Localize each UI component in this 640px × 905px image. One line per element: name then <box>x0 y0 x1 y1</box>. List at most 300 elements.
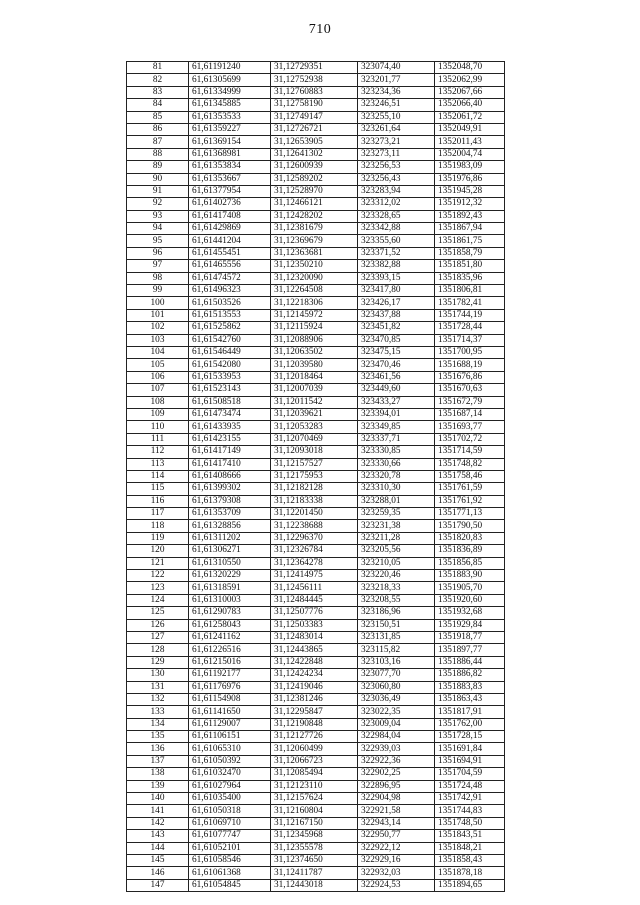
y-coordinate-cell: 1351688,19 <box>435 359 505 371</box>
point-number-cell: 133 <box>127 706 189 718</box>
x-coordinate-cell: 323103,16 <box>358 656 435 668</box>
latitude-cell: 61,61533953 <box>189 371 271 383</box>
x-coordinate-cell: 323261,64 <box>358 123 435 135</box>
latitude-cell: 61,61496323 <box>189 285 271 297</box>
latitude-cell: 61,61465556 <box>189 260 271 272</box>
y-coordinate-cell: 1352049,91 <box>435 123 505 135</box>
y-coordinate-cell: 1351886,82 <box>435 669 505 681</box>
latitude-cell: 61,61154908 <box>189 693 271 705</box>
point-number-cell: 83 <box>127 86 189 98</box>
x-coordinate-cell: 322922,36 <box>358 755 435 767</box>
x-coordinate-cell: 323234,36 <box>358 86 435 98</box>
table-row <box>127 223 505 235</box>
x-coordinate-cell: 323211,28 <box>358 532 435 544</box>
table-row <box>127 582 505 594</box>
longitude-cell: 31,12157527 <box>271 458 358 470</box>
table-row <box>127 458 505 470</box>
table-row <box>127 185 505 197</box>
point-number-cell: 128 <box>127 644 189 656</box>
table-row <box>127 396 505 408</box>
longitude-cell: 31,12428202 <box>271 210 358 222</box>
latitude-cell: 61,61310550 <box>189 557 271 569</box>
latitude-cell: 61,61258043 <box>189 619 271 631</box>
longitude-cell: 31,12238688 <box>271 520 358 532</box>
point-number-cell: 110 <box>127 421 189 433</box>
x-coordinate-cell: 322896,95 <box>358 780 435 792</box>
longitude-cell: 31,12414975 <box>271 570 358 582</box>
longitude-cell: 31,12443018 <box>271 879 358 891</box>
table-row <box>127 570 505 582</box>
point-number-cell: 118 <box>127 520 189 532</box>
longitude-cell: 31,12295847 <box>271 706 358 718</box>
longitude-cell: 31,12411787 <box>271 867 358 879</box>
table-row <box>127 768 505 780</box>
longitude-cell: 31,12726721 <box>271 123 358 135</box>
latitude-cell: 61,61320229 <box>189 570 271 582</box>
coordinates-table-body <box>127 62 505 892</box>
point-number-cell: 115 <box>127 483 189 495</box>
longitude-cell: 31,12589202 <box>271 173 358 185</box>
latitude-cell: 61,61052101 <box>189 842 271 854</box>
latitude-cell: 61,61077747 <box>189 830 271 842</box>
y-coordinate-cell: 1351724,48 <box>435 780 505 792</box>
longitude-cell: 31,12381679 <box>271 223 358 235</box>
longitude-cell: 31,12424234 <box>271 669 358 681</box>
table-row <box>127 247 505 259</box>
table-row <box>127 470 505 482</box>
latitude-cell: 61,61035400 <box>189 793 271 805</box>
longitude-cell: 31,12507776 <box>271 607 358 619</box>
x-coordinate-cell: 323426,17 <box>358 297 435 309</box>
longitude-cell: 31,12363681 <box>271 247 358 259</box>
longitude-cell: 31,12201450 <box>271 508 358 520</box>
y-coordinate-cell: 1351704,59 <box>435 768 505 780</box>
point-number-cell: 122 <box>127 570 189 582</box>
longitude-cell: 31,12167150 <box>271 817 358 829</box>
y-coordinate-cell: 1352048,70 <box>435 62 505 74</box>
longitude-cell: 31,12466121 <box>271 198 358 210</box>
latitude-cell: 61,61429869 <box>189 223 271 235</box>
longitude-cell: 31,12093018 <box>271 446 358 458</box>
x-coordinate-cell: 323417,80 <box>358 285 435 297</box>
longitude-cell: 31,12326784 <box>271 545 358 557</box>
x-coordinate-cell: 323131,85 <box>358 631 435 643</box>
x-coordinate-cell: 323246,51 <box>358 99 435 111</box>
longitude-cell: 31,12484445 <box>271 594 358 606</box>
longitude-cell: 31,12115924 <box>271 322 358 334</box>
x-coordinate-cell: 323074,40 <box>358 62 435 74</box>
table-row <box>127 408 505 420</box>
x-coordinate-cell: 322902,25 <box>358 768 435 780</box>
latitude-cell: 61,61353667 <box>189 173 271 185</box>
point-number-cell: 102 <box>127 322 189 334</box>
x-coordinate-cell: 323060,80 <box>358 681 435 693</box>
longitude-cell: 31,12183338 <box>271 495 358 507</box>
point-number-cell: 93 <box>127 210 189 222</box>
point-number-cell: 135 <box>127 731 189 743</box>
table-row <box>127 594 505 606</box>
point-number-cell: 108 <box>127 396 189 408</box>
y-coordinate-cell: 1351771,13 <box>435 508 505 520</box>
table-row <box>127 793 505 805</box>
x-coordinate-cell: 323437,88 <box>358 309 435 321</box>
x-coordinate-cell: 323009,04 <box>358 718 435 730</box>
latitude-cell: 61,61334999 <box>189 86 271 98</box>
longitude-cell: 31,12053283 <box>271 421 358 433</box>
latitude-cell: 61,61192177 <box>189 669 271 681</box>
point-number-cell: 131 <box>127 681 189 693</box>
longitude-cell: 31,12182128 <box>271 483 358 495</box>
y-coordinate-cell: 1351676,86 <box>435 371 505 383</box>
point-number-cell: 89 <box>127 161 189 173</box>
y-coordinate-cell: 1351929,84 <box>435 619 505 631</box>
longitude-cell: 31,12066723 <box>271 755 358 767</box>
y-coordinate-cell: 1352061,72 <box>435 111 505 123</box>
table-row <box>127 235 505 247</box>
point-number-cell: 90 <box>127 173 189 185</box>
point-number-cell: 140 <box>127 793 189 805</box>
point-number-cell: 99 <box>127 285 189 297</box>
point-number-cell: 134 <box>127 718 189 730</box>
table-row <box>127 830 505 842</box>
latitude-cell: 61,61359227 <box>189 123 271 135</box>
point-number-cell: 117 <box>127 508 189 520</box>
table-row <box>127 619 505 631</box>
table-row <box>127 557 505 569</box>
latitude-cell: 61,61345885 <box>189 99 271 111</box>
table-row <box>127 74 505 86</box>
table-row <box>127 111 505 123</box>
point-number-cell: 141 <box>127 805 189 817</box>
longitude-cell: 31,12758190 <box>271 99 358 111</box>
point-number-cell: 136 <box>127 743 189 755</box>
x-coordinate-cell: 323255,10 <box>358 111 435 123</box>
table-row <box>127 644 505 656</box>
y-coordinate-cell: 1351790,50 <box>435 520 505 532</box>
y-coordinate-cell: 1351856,85 <box>435 557 505 569</box>
y-coordinate-cell: 1351918,77 <box>435 631 505 643</box>
y-coordinate-cell: 1352062,99 <box>435 74 505 86</box>
latitude-cell: 61,61032470 <box>189 768 271 780</box>
table-row <box>127 62 505 74</box>
y-coordinate-cell: 1351762,00 <box>435 718 505 730</box>
table-row <box>127 532 505 544</box>
latitude-cell: 61,61241162 <box>189 631 271 643</box>
longitude-cell: 31,12011542 <box>271 396 358 408</box>
y-coordinate-cell: 1351848,21 <box>435 842 505 854</box>
x-coordinate-cell: 322929,16 <box>358 855 435 867</box>
y-coordinate-cell: 1351851,80 <box>435 260 505 272</box>
point-number-cell: 95 <box>127 235 189 247</box>
longitude-cell: 31,12039580 <box>271 359 358 371</box>
latitude-cell: 61,61027964 <box>189 780 271 792</box>
x-coordinate-cell: 322932,03 <box>358 867 435 879</box>
longitude-cell: 31,12381246 <box>271 693 358 705</box>
point-number-cell: 146 <box>127 867 189 879</box>
table-row <box>127 879 505 891</box>
y-coordinate-cell: 1351714,37 <box>435 334 505 346</box>
point-number-cell: 127 <box>127 631 189 643</box>
point-number-cell: 132 <box>127 693 189 705</box>
y-coordinate-cell: 1351883,83 <box>435 681 505 693</box>
point-number-cell: 116 <box>127 495 189 507</box>
latitude-cell: 61,61402736 <box>189 198 271 210</box>
latitude-cell: 61,61061368 <box>189 867 271 879</box>
table-row <box>127 161 505 173</box>
point-number-cell: 112 <box>127 446 189 458</box>
y-coordinate-cell: 1351894,65 <box>435 879 505 891</box>
longitude-cell: 31,12600939 <box>271 161 358 173</box>
y-coordinate-cell: 1351920,60 <box>435 594 505 606</box>
latitude-cell: 61,61417149 <box>189 446 271 458</box>
x-coordinate-cell: 323205,56 <box>358 545 435 557</box>
y-coordinate-cell: 1351976,86 <box>435 173 505 185</box>
table-row <box>127 607 505 619</box>
longitude-cell: 31,12175953 <box>271 470 358 482</box>
latitude-cell: 61,61215016 <box>189 656 271 668</box>
point-number-cell: 123 <box>127 582 189 594</box>
point-number-cell: 98 <box>127 272 189 284</box>
longitude-cell: 31,12364278 <box>271 557 358 569</box>
table-row <box>127 508 505 520</box>
y-coordinate-cell: 1351861,75 <box>435 235 505 247</box>
x-coordinate-cell: 323330,66 <box>358 458 435 470</box>
y-coordinate-cell: 1351912,32 <box>435 198 505 210</box>
latitude-cell: 61,61546449 <box>189 346 271 358</box>
latitude-cell: 61,61290783 <box>189 607 271 619</box>
latitude-cell: 61,61226516 <box>189 644 271 656</box>
latitude-cell: 61,61525862 <box>189 322 271 334</box>
x-coordinate-cell: 323288,01 <box>358 495 435 507</box>
y-coordinate-cell: 1351748,50 <box>435 817 505 829</box>
latitude-cell: 61,61417410 <box>189 458 271 470</box>
table-row <box>127 693 505 705</box>
x-coordinate-cell: 323186,96 <box>358 607 435 619</box>
table-row <box>127 681 505 693</box>
y-coordinate-cell: 1351687,14 <box>435 408 505 420</box>
point-number-cell: 94 <box>127 223 189 235</box>
table-row <box>127 346 505 358</box>
x-coordinate-cell: 323451,82 <box>358 322 435 334</box>
x-coordinate-cell: 323077,70 <box>358 669 435 681</box>
longitude-cell: 31,12264508 <box>271 285 358 297</box>
page-number: 710 <box>308 22 332 37</box>
latitude-cell: 61,61377954 <box>189 185 271 197</box>
x-coordinate-cell: 323394,01 <box>358 408 435 420</box>
latitude-cell: 61,61369154 <box>189 136 271 148</box>
y-coordinate-cell: 1351835,96 <box>435 272 505 284</box>
longitude-cell: 31,12374650 <box>271 855 358 867</box>
latitude-cell: 61,61106151 <box>189 731 271 743</box>
latitude-cell: 61,61305699 <box>189 74 271 86</box>
latitude-cell: 61,61310003 <box>189 594 271 606</box>
latitude-cell: 61,61129007 <box>189 718 271 730</box>
latitude-cell: 61,61141650 <box>189 706 271 718</box>
x-coordinate-cell: 322984,04 <box>358 731 435 743</box>
longitude-cell: 31,12528970 <box>271 185 358 197</box>
latitude-cell: 61,61503526 <box>189 297 271 309</box>
point-number-cell: 111 <box>127 433 189 445</box>
longitude-cell: 31,12422848 <box>271 656 358 668</box>
point-number-cell: 147 <box>127 879 189 891</box>
y-coordinate-cell: 1351858,43 <box>435 855 505 867</box>
y-coordinate-cell: 1352011,43 <box>435 136 505 148</box>
longitude-cell: 31,12088906 <box>271 334 358 346</box>
table-row <box>127 309 505 321</box>
latitude-cell: 61,61455451 <box>189 247 271 259</box>
latitude-cell: 61,61054845 <box>189 879 271 891</box>
point-number-cell: 87 <box>127 136 189 148</box>
table-row <box>127 86 505 98</box>
x-coordinate-cell: 322939,03 <box>358 743 435 755</box>
y-coordinate-cell: 1351905,70 <box>435 582 505 594</box>
table-row <box>127 718 505 730</box>
table-row <box>127 198 505 210</box>
latitude-cell: 61,61523143 <box>189 384 271 396</box>
x-coordinate-cell: 323355,60 <box>358 235 435 247</box>
y-coordinate-cell: 1351858,79 <box>435 247 505 259</box>
point-number-cell: 100 <box>127 297 189 309</box>
latitude-cell: 61,61542080 <box>189 359 271 371</box>
table-row <box>127 805 505 817</box>
longitude-cell: 31,12018464 <box>271 371 358 383</box>
y-coordinate-cell: 1351728,15 <box>435 731 505 743</box>
y-coordinate-cell: 1351886,44 <box>435 656 505 668</box>
x-coordinate-cell: 323036,49 <box>358 693 435 705</box>
y-coordinate-cell: 1351867,94 <box>435 223 505 235</box>
latitude-cell: 61,61191240 <box>189 62 271 74</box>
longitude-cell: 31,12749147 <box>271 111 358 123</box>
point-number-cell: 88 <box>127 148 189 160</box>
point-number-cell: 144 <box>127 842 189 854</box>
x-coordinate-cell: 323231,38 <box>358 520 435 532</box>
point-number-cell: 130 <box>127 669 189 681</box>
point-number-cell: 114 <box>127 470 189 482</box>
x-coordinate-cell: 323320,78 <box>358 470 435 482</box>
x-coordinate-cell: 323330,85 <box>358 446 435 458</box>
point-number-cell: 137 <box>127 755 189 767</box>
latitude-cell: 61,61473474 <box>189 408 271 420</box>
table-row <box>127 384 505 396</box>
table-row <box>127 334 505 346</box>
latitude-cell: 61,61050318 <box>189 805 271 817</box>
y-coordinate-cell: 1351932,68 <box>435 607 505 619</box>
latitude-cell: 61,61441204 <box>189 235 271 247</box>
x-coordinate-cell: 323342,88 <box>358 223 435 235</box>
y-coordinate-cell: 1351694,91 <box>435 755 505 767</box>
point-number-cell: 138 <box>127 768 189 780</box>
point-number-cell: 86 <box>127 123 189 135</box>
longitude-cell: 31,12752938 <box>271 74 358 86</box>
longitude-cell: 31,12419046 <box>271 681 358 693</box>
x-coordinate-cell: 323337,71 <box>358 433 435 445</box>
x-coordinate-cell: 323310,30 <box>358 483 435 495</box>
table-row <box>127 545 505 557</box>
table-row <box>127 656 505 668</box>
table-row <box>127 421 505 433</box>
table-row <box>127 706 505 718</box>
latitude-cell: 61,61311202 <box>189 532 271 544</box>
latitude-cell: 61,61306271 <box>189 545 271 557</box>
y-coordinate-cell: 1351744,83 <box>435 805 505 817</box>
longitude-cell: 31,12355578 <box>271 842 358 854</box>
y-coordinate-cell: 1351897,77 <box>435 644 505 656</box>
point-number-cell: 129 <box>127 656 189 668</box>
latitude-cell: 61,61328856 <box>189 520 271 532</box>
table-row <box>127 842 505 854</box>
latitude-cell: 61,61474572 <box>189 272 271 284</box>
latitude-cell: 61,61353709 <box>189 508 271 520</box>
longitude-cell: 31,12296370 <box>271 532 358 544</box>
longitude-cell: 31,12483014 <box>271 631 358 643</box>
longitude-cell: 31,12760883 <box>271 86 358 98</box>
longitude-cell: 31,12063502 <box>271 346 358 358</box>
x-coordinate-cell: 323273,11 <box>358 148 435 160</box>
point-number-cell: 126 <box>127 619 189 631</box>
point-number-cell: 84 <box>127 99 189 111</box>
point-number-cell: 91 <box>127 185 189 197</box>
y-coordinate-cell: 1351820,83 <box>435 532 505 544</box>
x-coordinate-cell: 323470,46 <box>358 359 435 371</box>
x-coordinate-cell: 323022,35 <box>358 706 435 718</box>
longitude-cell: 31,12653905 <box>271 136 358 148</box>
y-coordinate-cell: 1351883,90 <box>435 570 505 582</box>
latitude-cell: 61,61069710 <box>189 817 271 829</box>
point-number-cell: 119 <box>127 532 189 544</box>
point-number-cell: 97 <box>127 260 189 272</box>
table-row <box>127 260 505 272</box>
x-coordinate-cell: 322950,77 <box>358 830 435 842</box>
y-coordinate-cell: 1351672,79 <box>435 396 505 408</box>
longitude-cell: 31,12160804 <box>271 805 358 817</box>
longitude-cell: 31,12345968 <box>271 830 358 842</box>
x-coordinate-cell: 323208,55 <box>358 594 435 606</box>
latitude-cell: 61,61542760 <box>189 334 271 346</box>
longitude-cell: 31,12007039 <box>271 384 358 396</box>
latitude-cell: 61,61050392 <box>189 755 271 767</box>
x-coordinate-cell: 323475,15 <box>358 346 435 358</box>
longitude-cell: 31,12190848 <box>271 718 358 730</box>
x-coordinate-cell: 322921,58 <box>358 805 435 817</box>
table-row <box>127 446 505 458</box>
x-coordinate-cell: 323150,51 <box>358 619 435 631</box>
point-number-cell: 96 <box>127 247 189 259</box>
longitude-cell: 31,12503383 <box>271 619 358 631</box>
x-coordinate-cell: 323259,35 <box>358 508 435 520</box>
y-coordinate-cell: 1351878,18 <box>435 867 505 879</box>
y-coordinate-cell: 1351693,77 <box>435 421 505 433</box>
point-number-cell: 113 <box>127 458 189 470</box>
x-coordinate-cell: 323433,27 <box>358 396 435 408</box>
table-row <box>127 817 505 829</box>
x-coordinate-cell: 322922,12 <box>358 842 435 854</box>
y-coordinate-cell: 1351700,95 <box>435 346 505 358</box>
latitude-cell: 61,61399302 <box>189 483 271 495</box>
table-row <box>127 136 505 148</box>
y-coordinate-cell: 1352066,40 <box>435 99 505 111</box>
y-coordinate-cell: 1351761,92 <box>435 495 505 507</box>
table-row <box>127 371 505 383</box>
x-coordinate-cell: 323382,88 <box>358 260 435 272</box>
x-coordinate-cell: 323273,21 <box>358 136 435 148</box>
point-number-cell: 85 <box>127 111 189 123</box>
x-coordinate-cell: 323256,43 <box>358 173 435 185</box>
y-coordinate-cell: 1351691,84 <box>435 743 505 755</box>
latitude-cell: 61,61318591 <box>189 582 271 594</box>
x-coordinate-cell: 323283,94 <box>358 185 435 197</box>
x-coordinate-cell: 323349,85 <box>358 421 435 433</box>
latitude-cell: 61,61417408 <box>189 210 271 222</box>
